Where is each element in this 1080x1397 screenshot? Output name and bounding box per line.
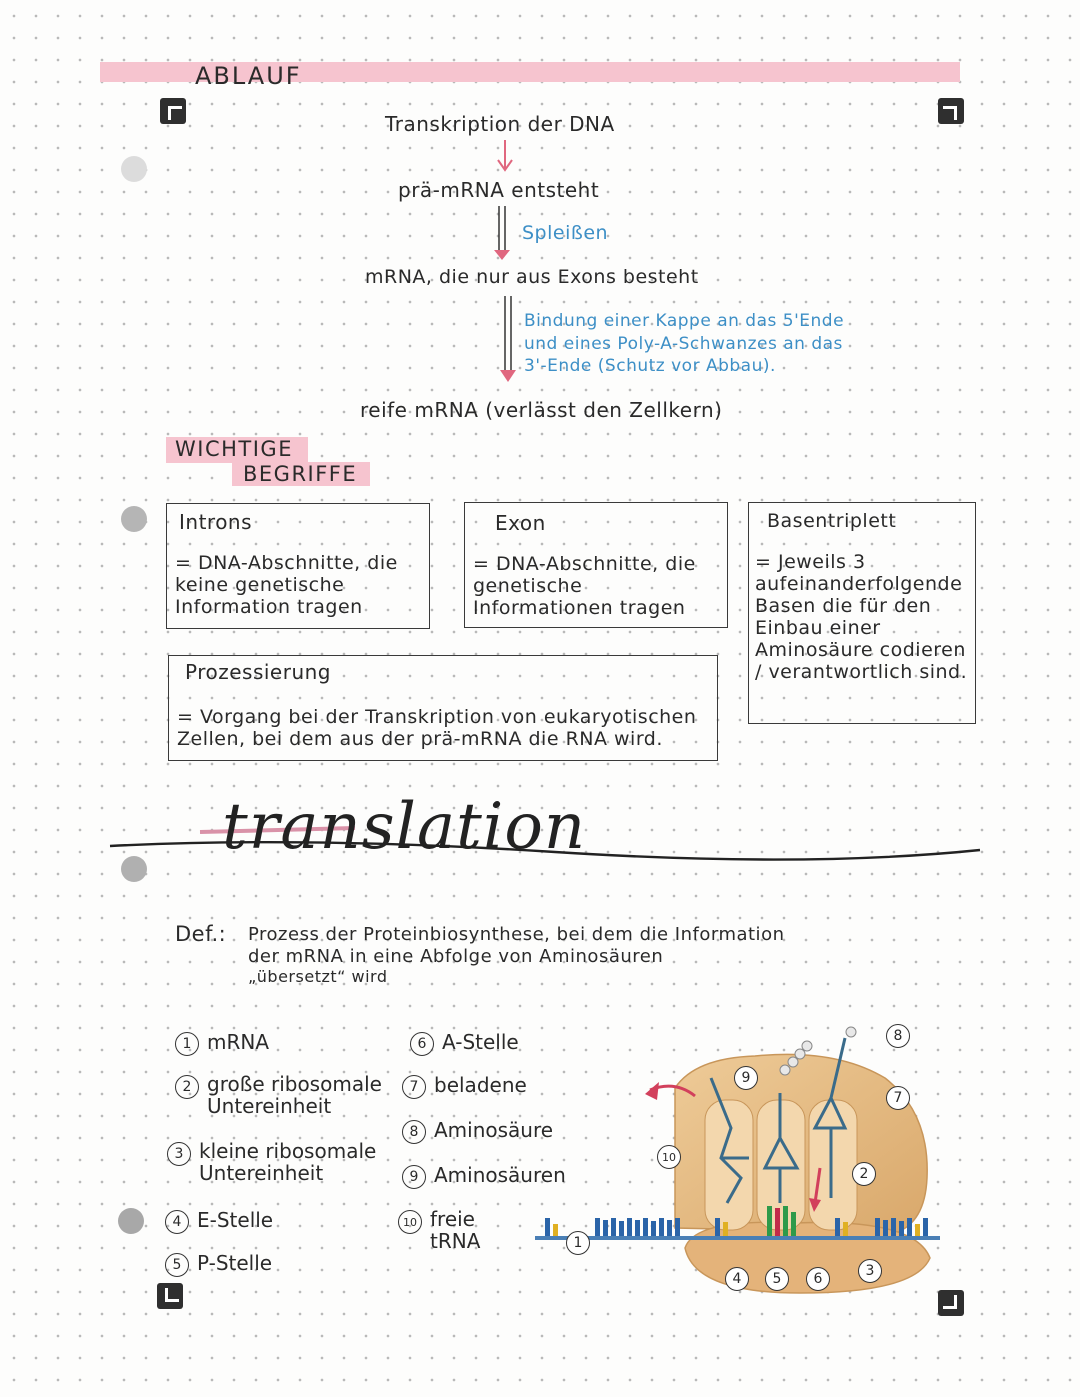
- term-box-exon: [464, 502, 728, 628]
- legend-num-9: 9: [402, 1165, 426, 1189]
- legend-num-1: 1: [175, 1032, 199, 1056]
- legend-label-2: große ribosomale Untereinheit: [207, 1072, 382, 1118]
- flow-arrow-3-note-3: 3'-Ende (Schutz vor Abbau).: [524, 356, 776, 376]
- term-box-prozessierung: [168, 655, 718, 761]
- diagram-label-5: 5: [765, 1267, 789, 1291]
- flow-arrow-3: [496, 294, 520, 386]
- legend-label-4: E-Stelle: [197, 1208, 274, 1232]
- legend-item-3: [167, 1140, 397, 1184]
- term-box-basentriplett: [748, 502, 976, 724]
- header-title: ABLAUF: [195, 62, 302, 90]
- legend-item-4: [165, 1208, 273, 1234]
- terms-heading-line-1: WICHTIGE: [175, 437, 293, 461]
- flow-step-4: reife mRNA (verlässt den Zellkern): [360, 398, 723, 422]
- translation-def-label: Def.:: [175, 922, 227, 946]
- legend-item-8: [402, 1118, 553, 1144]
- term-exon-text: = DNA-Abschnitte, die genetische Informationen tragen: [473, 553, 696, 619]
- legend-num-3: 3: [167, 1142, 191, 1166]
- term-prozessierung-text: = Vorgang bei der Transkription von eukaryotischen Zellen, bei dem aus der prä-mRNA die RNA wird.: [177, 706, 697, 750]
- translation-def-line-3: „übersetzt“ wird: [248, 967, 388, 986]
- legend-label-8: Aminosäure: [434, 1118, 554, 1142]
- legend-num-5: 5: [165, 1253, 189, 1277]
- flow-arrow-3-note-2: und eines Poly-A-Schwanzes an das: [524, 334, 843, 354]
- term-basentriplett-text: = Jeweils 3 aufeinanderfolgende Basen die für den Einbau einer Aminosäure codieren / verantwortlich sind.: [755, 551, 968, 683]
- term-basentriplett-title: Basentriplett: [767, 510, 897, 532]
- legend-label-7: beladene: [434, 1073, 527, 1097]
- legend-item-2: [175, 1073, 395, 1117]
- legend-item-5: [165, 1251, 272, 1277]
- diagram-label-2: 2: [852, 1162, 876, 1186]
- legend-label-1: mRNA: [207, 1030, 270, 1054]
- legend-item-10: [398, 1208, 528, 1252]
- corner-top-left-icon: [160, 98, 186, 124]
- legend-num-6: 6: [410, 1032, 434, 1056]
- diagram-label-1: 1: [566, 1231, 590, 1255]
- legend-num-8: 8: [402, 1120, 426, 1144]
- diagram-label-10: 10: [657, 1145, 681, 1169]
- binder-hole-1: [121, 156, 147, 182]
- flow-step-2: prä-mRNA entsteht: [398, 178, 600, 202]
- diagram-label-4: 4: [725, 1267, 749, 1291]
- legend-num-10: 10: [398, 1210, 422, 1234]
- term-introns-title: Introns: [179, 510, 253, 534]
- translation-title: translation: [222, 790, 587, 864]
- flow-arrow-2-note: Spleißen: [522, 222, 609, 244]
- legend-label-6: A-Stelle: [442, 1030, 519, 1054]
- diagram-label-9: 9: [734, 1066, 758, 1090]
- term-exon-title: Exon: [495, 511, 546, 535]
- flow-arrow-1: [495, 138, 515, 174]
- diagram-label-3: 3: [858, 1259, 882, 1283]
- legend-item-6: [410, 1030, 519, 1056]
- term-box-introns: [166, 503, 430, 629]
- ribosome-diagram: [535, 1018, 955, 1300]
- legend-item-7: [402, 1073, 527, 1099]
- diagram-label-7: 7: [886, 1086, 910, 1110]
- flow-step-3: mRNA, die nur aus Exons besteht: [365, 266, 699, 288]
- legend-label-3: kleine ribosomale Untereinheit: [199, 1139, 377, 1185]
- flow-step-1: Transkription der DNA: [385, 112, 615, 136]
- diagram-label-8: 8: [886, 1024, 910, 1048]
- flow-arrow-2: [490, 204, 514, 262]
- corner-bottom-left-icon: [157, 1283, 183, 1309]
- translation-def-line-2: der mRNA in eine Abfolge von Aminosäuren: [248, 946, 664, 967]
- legend-num-7: 7: [402, 1075, 426, 1099]
- diagram-label-6: 6: [806, 1267, 830, 1291]
- legend-num-4: 4: [165, 1210, 189, 1234]
- translation-def-line-1: Prozess der Proteinbiosynthese, bei dem die Information: [248, 924, 785, 945]
- term-prozessierung-title: Prozessierung: [185, 660, 332, 684]
- legend-item-1: [175, 1030, 269, 1056]
- corner-top-right-icon: [938, 98, 964, 124]
- terms-heading-line-2: BEGRIFFE: [243, 462, 358, 486]
- term-introns-text: = DNA-Abschnitte, die keine genetische Information tragen: [175, 552, 398, 618]
- binder-hole-4: [118, 1208, 144, 1234]
- legend-num-2: 2: [175, 1075, 199, 1099]
- flow-arrow-3-note-1: Bindung einer Kappe an das 5'Ende: [524, 311, 845, 331]
- legend-label-10: freie tRNA: [430, 1207, 481, 1253]
- binder-hole-2: [121, 506, 147, 532]
- legend-label-9: Aminosäuren: [434, 1163, 566, 1187]
- legend-label-5: P-Stelle: [197, 1251, 273, 1275]
